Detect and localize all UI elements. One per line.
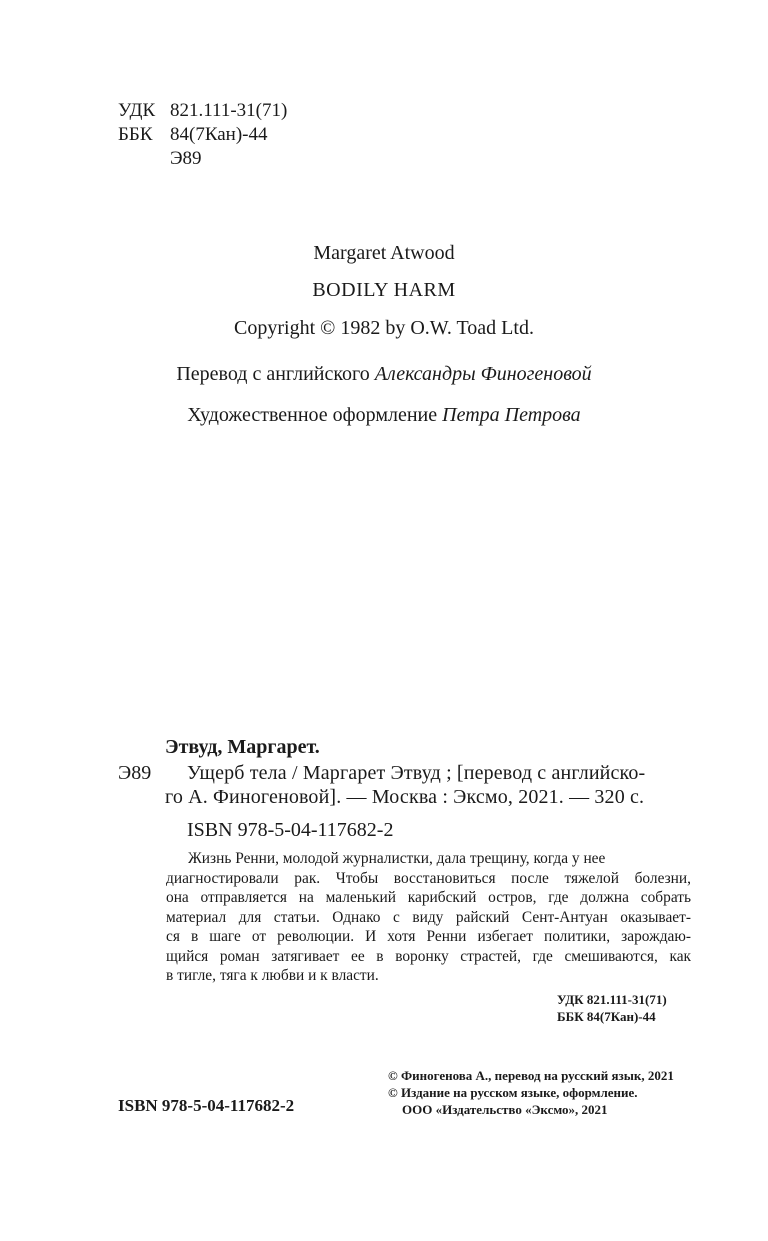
bib-sign: Э89 <box>118 762 152 784</box>
translation-credit <box>0 361 768 387</box>
bib-line-1: Ущерб тела / Маргарет Этвуд ; [перевод с английско- <box>187 762 646 784</box>
annotation <box>166 849 691 986</box>
annotation-line: она отправляется на маленький карибский остров, где должна собрать <box>166 889 691 906</box>
annotation-line: ся в шаге от революции. И хотя Ренни избегает политики, зарождаю- <box>166 928 691 945</box>
author-sign: Э89 <box>170 148 202 169</box>
annotation-line: Жизнь Ренни, молодой журналистки, дала трещину, когда у нее <box>188 850 606 867</box>
annotation-line: диагностировали рак. Чтобы восстановиться после тяжелой болезни, <box>166 869 691 887</box>
bbk-label: ББК <box>118 124 153 145</box>
footer-isbn: ISBN 978-5-04-117682-2 <box>118 1096 295 1115</box>
bbk-value: 84(7Кан)-44 <box>170 124 268 145</box>
original-title: BODILY HARM <box>312 279 456 301</box>
udk-value: 821.111-31(71) <box>170 100 288 121</box>
designer-name: Петра Петрова <box>442 404 581 426</box>
copyright-publisher: ООО «Издательство «Эксмо», 2021 <box>402 1102 608 1117</box>
bib-line-2: го А. Финогеновой]. — Москва : Эксмо, 2021. — 320 с. <box>165 786 645 808</box>
bbk-line <box>118 123 268 147</box>
index-bbk: ББК 84(7Кан)-44 <box>557 1009 656 1024</box>
copyright-edition: © Издание на русском языке, оформление. <box>388 1085 638 1100</box>
design-prefix: Художественное оформление <box>187 404 438 426</box>
translation-prefix: Перевод с английского <box>176 363 370 385</box>
design-credit <box>0 402 768 428</box>
copyright-translation: © Финогенова А., перевод на русский язык, 2021 <box>388 1068 674 1083</box>
original-author: Margaret Atwood <box>313 242 455 264</box>
annotation-line: материал для статьи. Однако с виду райский Сент-Антуан оказывает- <box>166 908 691 926</box>
index-udk: УДК 821.111-31(71) <box>557 992 667 1007</box>
annotation-line: щийся роман затягивает ее в воронку страстей, где смешиваются, как <box>166 947 691 965</box>
udk-label: УДК <box>118 100 156 121</box>
udk-line <box>118 99 288 123</box>
original-copyright: Copyright © 1982 by O.W. Toad Ltd. <box>234 317 534 339</box>
translator-name: Александры Финогеновой <box>374 363 592 385</box>
bib-isbn: ISBN 978-5-04-117682-2 <box>187 819 394 841</box>
bib-heading: Этвуд, Маргарет. <box>165 736 320 758</box>
annotation-line: в тигле, тяга к любви и к власти. <box>166 967 379 984</box>
